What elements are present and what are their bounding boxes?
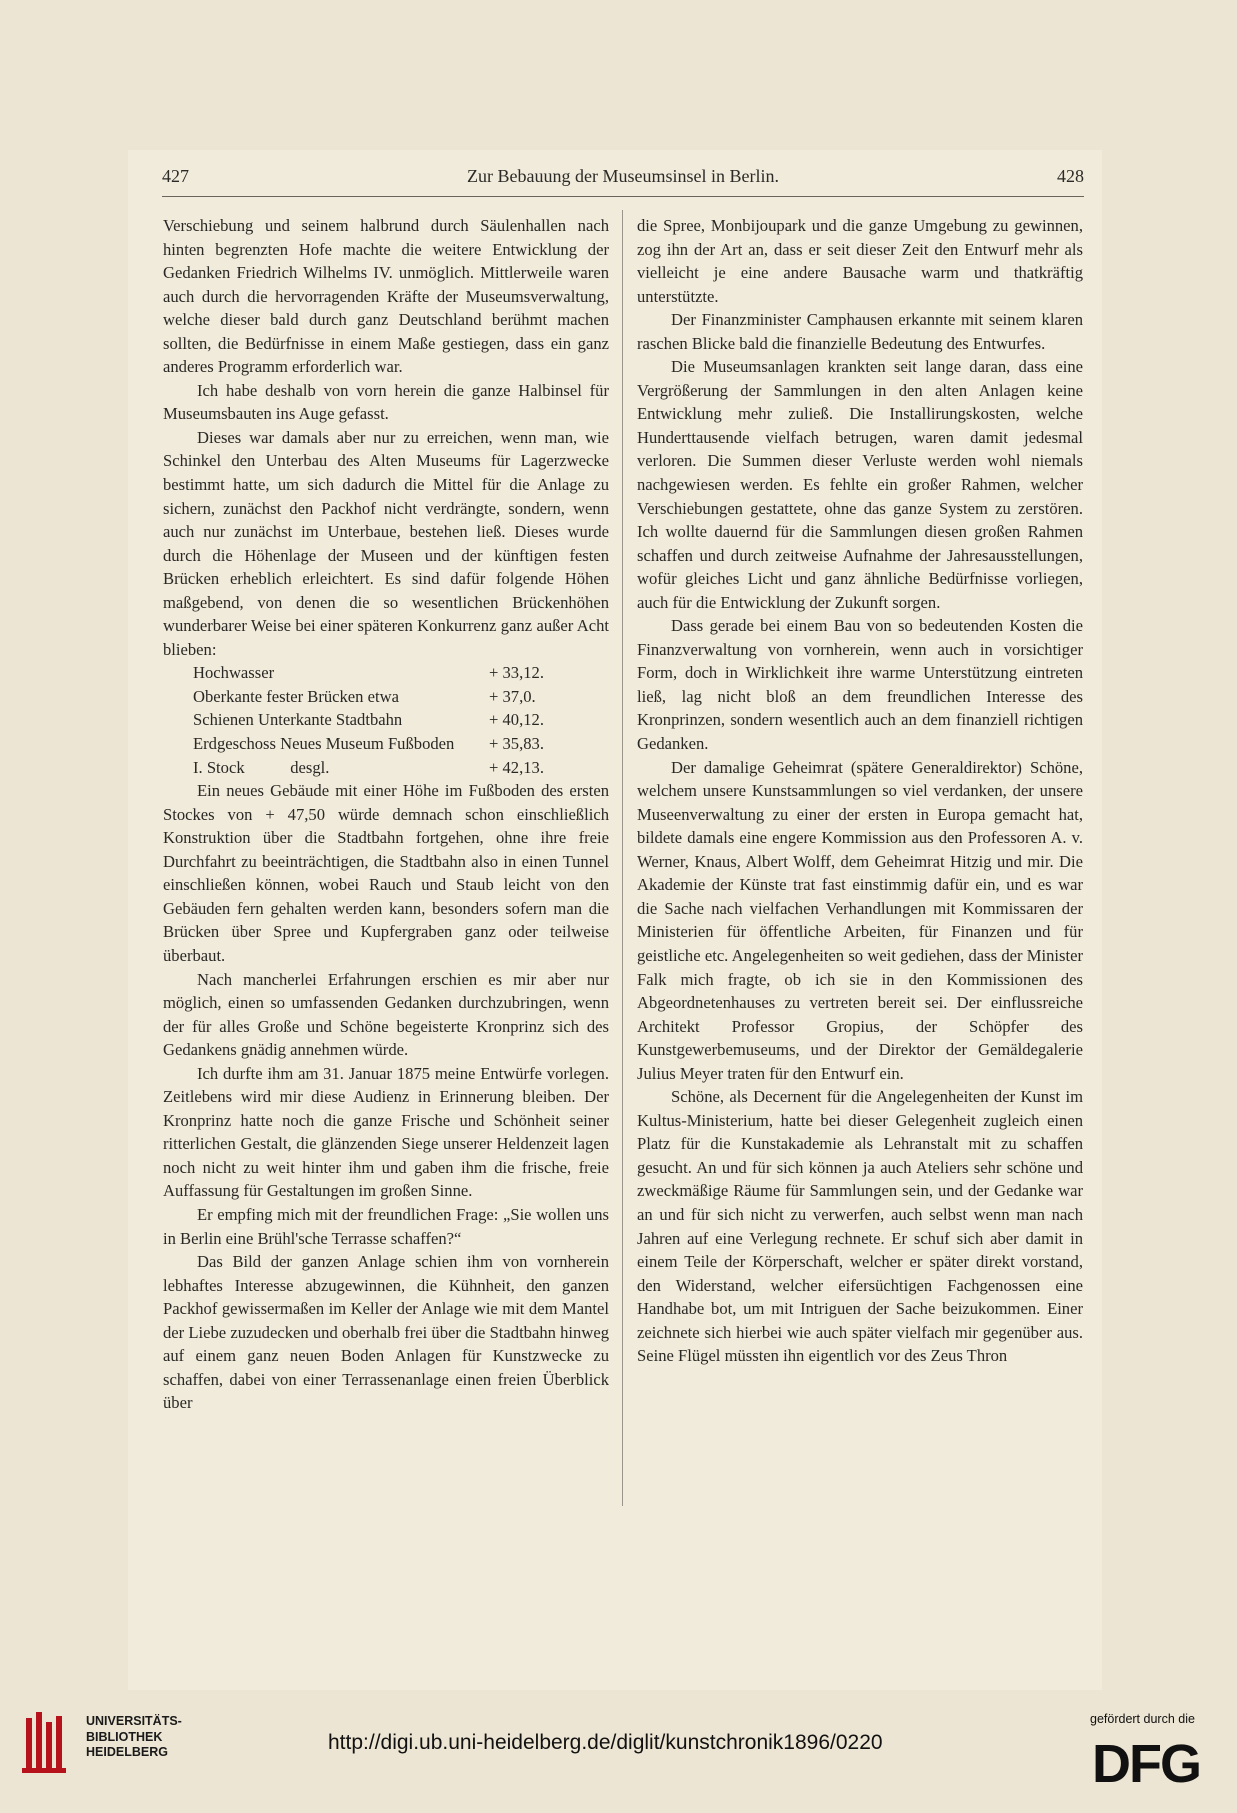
height-value: + 42,13. — [489, 757, 544, 777]
source-url-link[interactable]: http://digi.ub.uni-heidelberg.de/diglit/kunstchronik1896/0220 — [328, 1731, 883, 1754]
library-branding — [22, 1712, 182, 1782]
height-value: + 37,0. — [489, 686, 536, 706]
funded-by-label: gefördert durch die — [1090, 1712, 1195, 1726]
paragraph: Das Bild der ganzen Anlage schien ihm von vornherein lebhaftes Interesse abzugewinnen, die Kühnheit, den ganzen Packhof gewissermaßen im Keller der Anlage wie mit dem Mantel der Liebe zuzudecken und oberhalb frei über die Stadtbahn hinweg auf einem ganz neuen Boden Anlagen für Kunstzwecke zu schaffen, dabei von einer Terrassenanlage einen freien Überblick über — [163, 1252, 609, 1413]
heights-table — [193, 661, 593, 779]
heidelberg-library-logo-icon — [22, 1712, 70, 1774]
dfg-logo: DFG — [1092, 1734, 1200, 1794]
paragraph: Ein neues Gebäude mit einer Höhe im Fußboden des ersten Stockes von + 47,50 würde demnach schon einschließlich Konstruktion über die Stadtbahn fortgehen, ohne ihre freie Durchfahrt zu beeinträchtigen, die Stadtbahn also in einen Tunnel einschließen können, wobei Rauch und Staub leicht von den Gebäuden fern gehalten werden kann, besonders sofern man die Brücken über Spree und Kupfergraben ganz oder teilweise überbaut. — [163, 781, 609, 965]
page-number-right: 428 — [1057, 166, 1084, 186]
paragraph: Nach mancherlei Erfahrungen erschien es mir aber nur möglich, einen so umfassenden Gedanken durchzubringen, wenn der für alles Große und Schöne begeisterte Kronprinz sich des Gedankens gnädig annehmen würde. — [163, 969, 609, 1060]
height-value: + 35,83. — [489, 734, 544, 754]
running-title: Zur Bebauung der Museumsinsel in Berlin. — [467, 166, 779, 186]
paragraph: Dass gerade bei einem Bau von so bedeutenden Kosten die Finanzverwaltung von vornherein, wenn auch in vorsichtiger Form, doch in Wirklichkeit ihre warme Unterstützung eintreten ließ, lag nicht bloß an dem freundlichen Interesse des Kronprinzen, sondern wesentlich auch an dem finanziell richtigen Gedanken. — [637, 616, 1083, 754]
left-column — [163, 214, 609, 1415]
table-row — [193, 708, 593, 732]
running-head — [162, 166, 1084, 192]
paragraph: Die Museumsanlagen krankten seit lange daran, dass eine Vergrößerung der Sammlungen in den alten Anlagen keine Entwicklung mehr zuließ. Die Installirungskosten, welche Hunderttausende vielfach betrugen, waren damit jedesmal verloren. Die Summen dieser Verluste werden wohl niemals nachgewiesen werden. Es fehlte ein großer Rahmen, welcher Verschiebungen gestattete, ohne das ganze System zu zerstören. Ich wollte dauernd für die Sammlungen diesen großen Rahmen schaffen und durch zeitweise Aufnahme der Jahresausstellungen, wofür gleiches Licht und ganz ähnliche Bedürfnisse vorliegen, auch für die Entwicklung der Zukunft sorgen. — [637, 357, 1083, 612]
paragraph: Ich durfte ihm am 31. Januar 1875 meine Entwürfe vorlegen. Zeitlebens wird mir diese Audienz in Erinnerung bleiben. Der Kronprinz hatte noch die ganze Frische und Schönheit seiner ritterlichen Gestalt, die glänzenden Siege unserer Heldenzeit lagen noch nicht zu weit hinter ihm und gaben ihm die frische, freie Auffassung für Gestaltungen im großen Sinne. — [163, 1063, 609, 1201]
height-label: Oberkante fester Brücken etwa — [193, 686, 399, 706]
paragraph: Der Finanzminister Camphausen erkannte mit seinem klaren raschen Blicke bald die finanzielle Bedeutung des Entwurfes. — [637, 310, 1083, 353]
library-name: UNIVERSITÄTS- BIBLIOTHEK HEIDELBERG — [86, 1714, 182, 1759]
table-row — [193, 756, 593, 780]
column-divider — [622, 210, 623, 1506]
table-row — [193, 685, 593, 709]
funding-branding — [1090, 1712, 1220, 1802]
height-label: Hochwasser — [193, 663, 275, 683]
header-rule — [162, 196, 1084, 197]
height-label: Erdgeschoss Neues Museum Fußboden — [193, 734, 455, 754]
height-label: Schienen Unterkante Stadtbahn — [193, 710, 403, 730]
paragraph: Der damalige Geheimrat (spätere Generaldirektor) Schöne, welchem unsere Kunstsammlungen so viel verdanken, der unsere Museenverwaltung zu einer der ersten in Europa gemacht hat, bildete damals eine engere Kommission aus den Professoren A. v. Werner, Knaus, Albert Wolff, dem Geheimrat Hitzig und mir. Die Akademie der Künste trat fast einstimmig dafür ein, und es war die Sache nach vielfachen Verhandlungen mit Kommissaren der Ministerien für öffentliche Arbeiten, für Finanzen und für geistliche etc. Angelegenheiten so weit gediehen, dass der Minister Falk mich fragte, ob ich sie in den Kommissionen des Abgeordnetenhauses zu vertreten bereit sei. Der einflussreiche Architekt Professor Gropius, der Schöpfer des Kunstgewerbemuseums, und der Direktor der Gemäldegalerie Julius Meyer traten für den Entwurf ein. — [637, 757, 1083, 1083]
paragraph: Er empfing mich mit der freundlichen Frage: „Sie wollen uns in Berlin eine Brühl'sche Terrasse schaffen?“ — [163, 1204, 609, 1248]
paragraph: Schöne, als Decernent für die Angelegenheiten der Kunst im Kultus-Ministerium, hatte bei dieser Gelegenheit zugleich einen Platz für die Kunstakademie als Lehranstalt mit zu schaffen gesucht. An und für sich können ja auch Ateliers sehr schöne und zweckmäßige Räume für Sammlungen sein, und der Gedanke war an und für sich nicht zu verwerfen, auch selbst wenn man nach Jahren auf eine Verlegung rechnete. Er schuf sich aber damit in einem Teile der Körperschaft, welcher er später direkt vorstand, den Widerstand, welcher eifersüchtigen Fachgenossen eine Handhabe bot, um mit Intriguen der Sache beizukommen. Einer zeichnete sich hierbei wie auch später vielfach mir gegenüber aus. Seine Flügel müssten ihn eigentlich vor des Zeus Thron — [637, 1087, 1083, 1366]
table-row — [193, 661, 593, 685]
height-label: I. Stock desgl. — [193, 757, 330, 777]
paragraph: Ich habe deshalb von vorn herein die ganze Halbinsel für Museumsbauten ins Auge gefasst. — [163, 380, 609, 424]
table-row — [193, 732, 593, 756]
page-number-left: 427 — [162, 166, 189, 186]
paragraph: Dieses war damals aber nur zu erreichen, wenn man, wie Schinkel den Unterbau des Alten Museums für Lagerzwecke bestimmt hatte, um sich dadurch die Mittel für die Anlage zu sichern, zunächst den Packhof nicht verdrängte, sondern, wenn auch nur zunächst im Unterbaue, bestehen ließ. Dieses wurde durch die Höhenlage der Museen und der künftigen festen Brücken erheblich erleichtert. Es sind dafür folgende Höhen maßgebend, von denen die so wesentlichen Brückenhöhen wunderbarer Weise bei einer späteren Konkurrenz ganz außer Acht blieben: — [163, 427, 609, 659]
right-column — [637, 214, 1083, 1368]
height-value: + 40,12. — [489, 710, 544, 730]
paragraph: Verschiebung und seinem halbrund durch Säulenhallen nach hinten begrenzten Hofe machte die weitere Entwicklung der Gedanken Friedrich Wilhelms IV. unmöglich. Mittlerweile waren auch durch die hervorragenden Kräfte der Museumsverwaltung, welche dieser bald durch ganz Deutschland berühmt machen sollten, die Bedürfnisse in einem Maße gestiegen, dass ein ganz anderes Programm erforderlich war. — [163, 216, 609, 377]
paragraph: die Spree, Monbijoupark und die ganze Umgebung zu gewinnen, zog ihn der Art an, dass er seit dieser Zeit den Entwurf mehr als vielleicht je eine andere Bausache warm und thatkräftig unterstützte. — [637, 216, 1083, 306]
height-value: + 33,12. — [489, 663, 544, 683]
